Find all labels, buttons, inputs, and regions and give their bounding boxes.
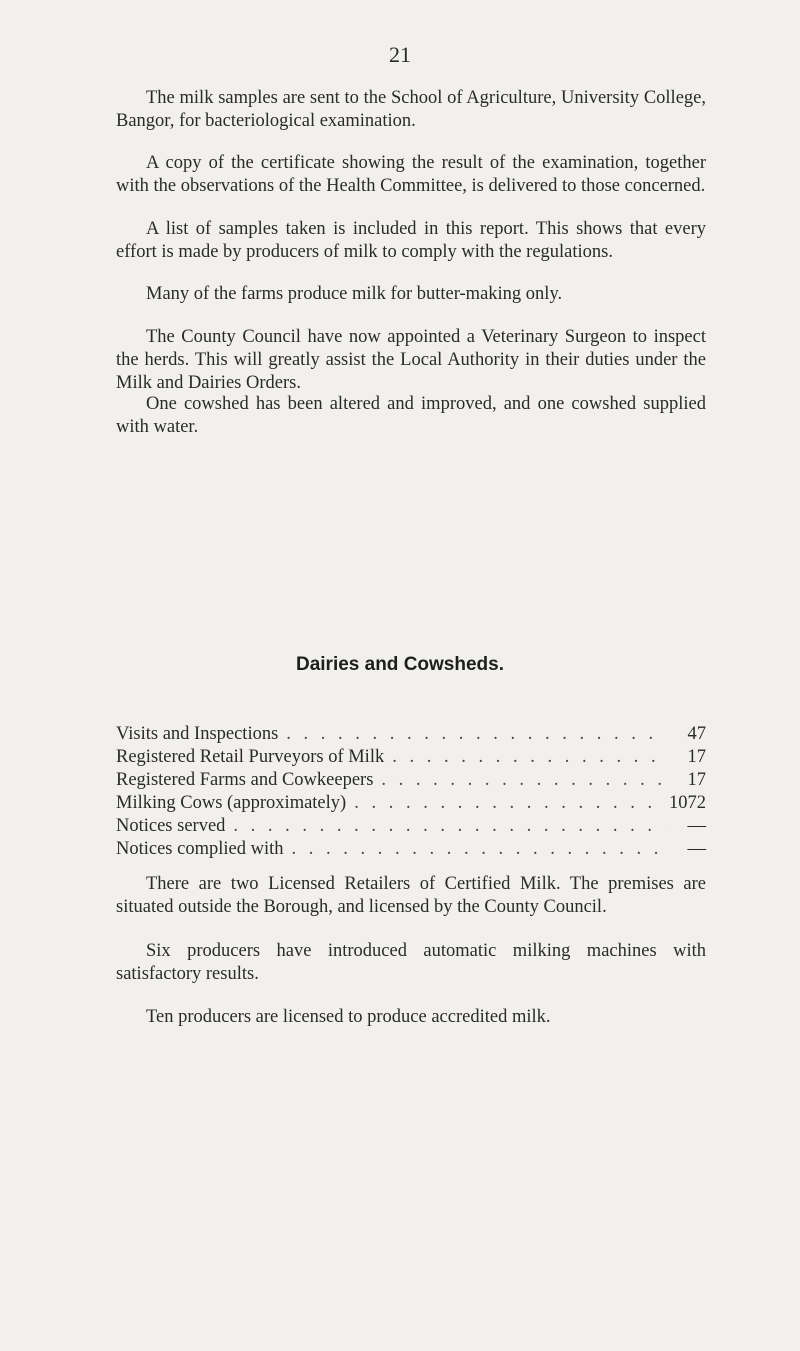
paragraph-veterinary-surgeon: The County Council have now appointed a Veterinary Surgeon to inspect the herds. This will greatly assist the Local Authority in their duties under the Milk and Dairies Orders. bbox=[116, 327, 706, 393]
paragraph-licensed-retailers: There are two Licensed Retailers of Certified Milk. The premises are situated outside the Borough, and licensed by the County Council. bbox=[116, 874, 706, 917]
dot-leader bbox=[284, 839, 667, 860]
stats-label: Milking Cows (approximately) bbox=[116, 793, 347, 813]
stats-value: 17 bbox=[687, 770, 706, 790]
stats-value: — bbox=[687, 839, 706, 859]
stats-value: 1072 bbox=[669, 793, 706, 813]
dot-leader bbox=[373, 770, 666, 791]
paragraph-milking-machines: Six producers have introduced automatic milking machines with satisfactory results. bbox=[116, 941, 706, 984]
paragraph-samples-list: A list of samples taken is included in this report. This shows that every effort is made by producers of milk to comply with the regulations. bbox=[116, 219, 706, 262]
stats-row bbox=[116, 747, 706, 770]
paragraph-milk-samples: The milk samples are sent to the School of Agriculture, University College, Bangor, for bacteriological examination. bbox=[116, 88, 706, 131]
dot-leader bbox=[346, 793, 666, 814]
stats-value: — bbox=[687, 816, 706, 836]
stats-value: 17 bbox=[687, 747, 706, 767]
dot-leader bbox=[384, 747, 666, 768]
stats-value: 47 bbox=[687, 724, 706, 744]
paragraph-certificate: A copy of the certificate showing the result of the examination, together with the observations of the Health Committee, is delivered to those concerned. bbox=[116, 153, 706, 196]
stats-label: Registered Farms and Cowkeepers bbox=[116, 770, 374, 790]
page-number: 21 bbox=[389, 42, 411, 67]
dot-leader bbox=[278, 724, 666, 745]
dot-leader bbox=[225, 816, 666, 837]
stats-label: Visits and Inspections bbox=[116, 724, 279, 744]
stats-row bbox=[116, 724, 706, 747]
stats-label: Notices complied with bbox=[116, 839, 284, 859]
stats-row bbox=[116, 839, 706, 862]
paragraph-accredited-milk: Ten producers are licensed to produce accredited milk. bbox=[146, 1007, 551, 1027]
section-heading: Dairies and Cowsheds. bbox=[295, 654, 504, 675]
stats-label: Notices served bbox=[116, 816, 226, 836]
paragraph-butter-making: Many of the farms produce milk for butter-making only. bbox=[146, 284, 563, 304]
stats-label: Registered Retail Purveyors of Milk bbox=[116, 747, 385, 767]
stats-table bbox=[116, 724, 706, 862]
paragraph-cowshed: One cowshed has been altered and improved, and one cowshed supplied with water. bbox=[116, 394, 706, 437]
stats-row bbox=[116, 793, 706, 816]
stats-row bbox=[116, 816, 706, 839]
stats-row bbox=[116, 770, 706, 793]
